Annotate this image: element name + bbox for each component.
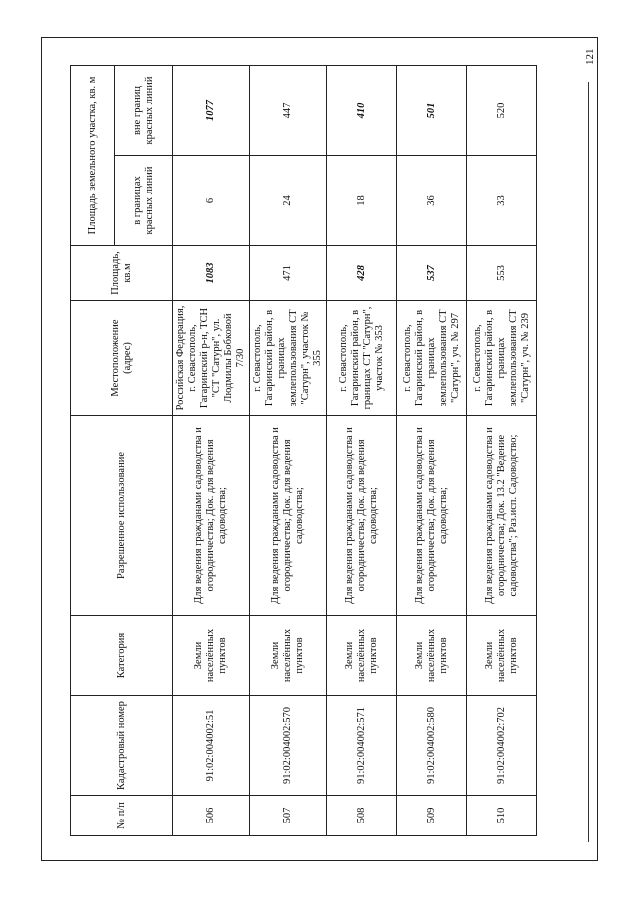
cell-inside: 24	[250, 156, 327, 246]
cell-area: 1083	[173, 246, 250, 301]
table-row	[397, 65, 467, 835]
header-inside-red: в границах красных линий	[115, 156, 173, 246]
header-plot-area: Площадь земельного участка, кв. м	[71, 65, 115, 245]
cell-area: 428	[327, 246, 397, 301]
cell-use: Для ведения гражданами садоводства и огородничества; Док. 13.2 "Ведение садоводства"; Раз.исп. Садоводство;	[467, 416, 537, 616]
table-row	[173, 65, 250, 835]
cell-location: г. Севастополь, Гагаринский район, в границах землепользования СТ "Сатурн", уч. № 297	[397, 301, 467, 416]
cell-num: 510	[467, 796, 537, 836]
header-num: № п/п	[71, 796, 173, 836]
cell-outside: 520	[467, 65, 537, 155]
cell-use: Для ведения гражданами садоводства и огородничества; Док. для ведения садоводства;	[250, 416, 327, 616]
page-rule	[588, 82, 589, 842]
cell-num: 507	[250, 796, 327, 836]
cell-inside: 36	[397, 156, 467, 246]
cell-outside: 1077	[173, 65, 250, 155]
cell-cadastral: 91:02:004002:702	[467, 696, 537, 796]
table-row	[467, 65, 537, 835]
cell-use: Для ведения гражданами садоводства и огородничества; Док. для ведения садоводства;	[397, 416, 467, 616]
cell-category: Земли населённых пунктов	[467, 616, 537, 696]
cell-category: Земли населённых пунктов	[327, 616, 397, 696]
cell-category: Земли населённых пунктов	[250, 616, 327, 696]
page-number: 121	[584, 48, 596, 66]
cell-location: г. Севастополь, Гагаринский район, в границах СТ "Сатурн", участок № 353	[327, 301, 397, 416]
cell-location: г. Севастополь, Гагаринский район, в границах землепользования СТ "Сатурн", участок № 355	[250, 301, 327, 416]
cell-area: 537	[397, 246, 467, 301]
cell-outside: 447	[250, 65, 327, 155]
cell-area: 471	[250, 246, 327, 301]
cell-inside: 6	[173, 156, 250, 246]
cell-outside: 410	[327, 65, 397, 155]
cell-cadastral: 91:02:004002:571	[327, 696, 397, 796]
cell-category: Земли населённых пунктов	[397, 616, 467, 696]
cell-cadastral: 91:02:004002:51	[173, 696, 250, 796]
header-cadastral: Кадастровый номер	[71, 696, 173, 796]
cell-use: Для ведения гражданами садоводства и огородничества; Док. для ведения садоводства;	[327, 416, 397, 616]
rotated-table-inner	[70, 66, 531, 836]
header-category: Категория	[71, 616, 173, 696]
header-use: Разрешенное использование	[71, 416, 173, 616]
land-plots-table	[70, 65, 537, 836]
cell-cadastral: 91:02:004002:570	[250, 696, 327, 796]
cell-num: 508	[327, 796, 397, 836]
rotated-table-container	[70, 66, 531, 836]
cell-num: 509	[397, 796, 467, 836]
table-row	[327, 65, 397, 835]
cell-use: Для ведения гражданами садоводства и огородничества; Док. для ведения садоводства;	[173, 416, 250, 616]
cell-inside: 33	[467, 156, 537, 246]
cell-num: 506	[173, 796, 250, 836]
cell-location: Российская Федерация, г. Севастополь, Гагаринский р-н, ТСН "СТ "Сатурн", ул. Людмилы Бобковой 7/30	[173, 301, 250, 416]
cell-area: 553	[467, 246, 537, 301]
header-location: Местоположение (адрес)	[71, 301, 173, 416]
cell-location: г. Севастополь, Гагаринский район, в границах землепользования СТ "Сатурн", уч. № 239	[467, 301, 537, 416]
header-area: Площадь, кв.м	[71, 246, 173, 301]
cell-category: Земли населённых пунктов	[173, 616, 250, 696]
cell-cadastral: 91:02:004002:580	[397, 696, 467, 796]
header-outside-red: вне границ красных линий	[115, 65, 173, 155]
table-row	[250, 65, 327, 835]
cell-outside: 501	[397, 65, 467, 155]
cell-inside: 18	[327, 156, 397, 246]
